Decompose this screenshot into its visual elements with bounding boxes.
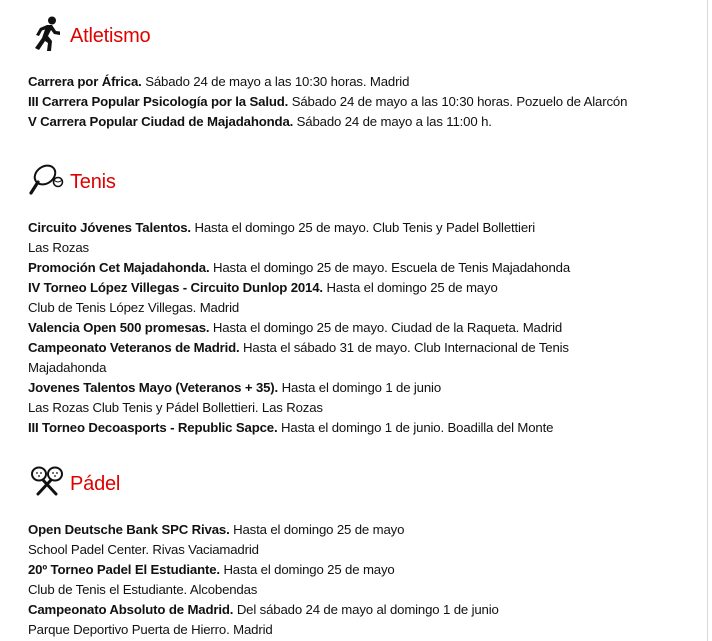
event-name: III Torneo Decoasports - Republic Sapce. <box>28 420 278 435</box>
event-item <box>28 112 700 132</box>
event-details: Hasta el domingo 25 de mayo <box>233 522 405 537</box>
runner-icon <box>28 15 66 53</box>
event-details: Hasta el domingo 25 de mayo <box>326 280 498 295</box>
event-details: Sábado 24 de mayo a las 10:30 horas. Madrid <box>145 74 410 89</box>
section-padel <box>28 462 700 640</box>
event-details: Hasta el domingo 25 de mayo. Club Tenis y Padel Bollettieri <box>194 220 536 235</box>
section-header <box>28 462 700 502</box>
event-item <box>28 520 700 560</box>
event-name: III Carrera Popular Psicología por la Salud. <box>28 94 289 109</box>
event-name: Jovenes Talentos Mayo (Veteranos + 35). <box>28 380 279 395</box>
event-details: Hasta el domingo 25 de mayo <box>223 562 395 577</box>
event-name: Campeonato Veteranos de Madrid. <box>28 340 240 355</box>
event-details: Hasta el domingo 25 de mayo. Escuela de Tenis Majadahonda <box>213 260 571 275</box>
event-item <box>28 600 700 640</box>
event-name: V Carrera Popular Ciudad de Majadahonda. <box>28 114 294 129</box>
event-item <box>28 418 700 438</box>
event-item <box>28 318 700 338</box>
event-item <box>28 72 700 92</box>
event-name: Valencia Open 500 promesas. <box>28 320 210 335</box>
event-details: Sábado 24 de mayo a las 10:30 horas. Pozuelo de Alarcón <box>291 94 628 109</box>
tennis-racket-icon <box>28 161 66 199</box>
event-details: Sábado 24 de mayo a las 11:00 h. <box>296 114 492 129</box>
event-location: Parque Deportivo Puerta de Hierro. Madrid <box>28 622 273 637</box>
event-details: Hasta el domingo 25 de mayo. Ciudad de la Raqueta. Madrid <box>212 320 563 335</box>
section-title: Atletismo <box>70 24 151 47</box>
event-location: Las Rozas Club Tenis y Pádel Bollettieri. Las Rozas <box>28 400 323 415</box>
event-name: Campeonato Absoluto de Madrid. <box>28 602 234 617</box>
section-title: Pádel <box>70 472 121 495</box>
event-name: Promoción Cet Majadahonda. <box>28 260 210 275</box>
section-header <box>28 14 700 54</box>
event-location: Majadahonda <box>28 360 107 375</box>
event-item <box>28 218 700 258</box>
event-item <box>28 92 700 112</box>
section-title: Tenis <box>70 170 116 193</box>
section-atletismo <box>28 14 700 132</box>
event-item <box>28 560 700 600</box>
event-name: IV Torneo López Villegas - Circuito Dunlop 2014. <box>28 280 323 295</box>
section-tenis <box>28 160 700 438</box>
event-list <box>28 72 700 132</box>
event-details: Hasta el domingo 1 de junio. Boadilla del Monte <box>281 420 554 435</box>
event-details: Del sábado 24 de mayo al domingo 1 de junio <box>236 602 499 617</box>
event-item <box>28 278 700 318</box>
event-name: Open Deutsche Bank SPC Rivas. <box>28 522 230 537</box>
section-header <box>28 160 700 200</box>
event-item <box>28 338 700 378</box>
event-item <box>28 258 700 278</box>
event-name: 20º Torneo Padel El Estudiante. <box>28 562 220 577</box>
event-list <box>28 520 700 640</box>
event-name: Carrera por África. <box>28 74 142 89</box>
padel-rackets-icon <box>28 463 66 501</box>
event-details: Hasta el domingo 1 de junio <box>281 380 442 395</box>
event-location: Club de Tenis el Estudiante. Alcobendas <box>28 582 258 597</box>
event-name: Circuito Jóvenes Talentos. <box>28 220 191 235</box>
event-details: Hasta el sábado 31 de mayo. Club Internacional de Tenis <box>243 340 569 355</box>
event-location: Las Rozas <box>28 240 89 255</box>
event-location: Club de Tenis López Villegas. Madrid <box>28 300 240 315</box>
event-location: School Padel Center. Rivas Vaciamadrid <box>28 542 259 557</box>
event-list <box>28 218 700 438</box>
event-item <box>28 378 700 418</box>
